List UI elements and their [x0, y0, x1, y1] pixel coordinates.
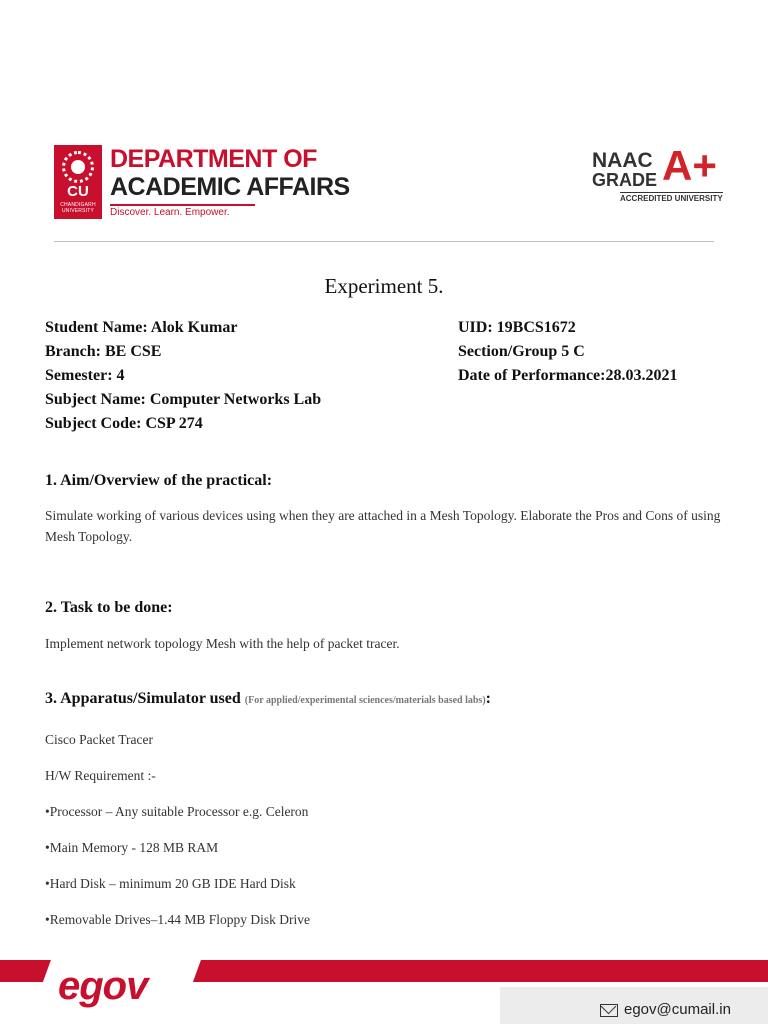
- department-logo: [54, 145, 350, 221]
- section-body-task: Implement network topology Mesh with the help of packet tracer.: [45, 636, 400, 651]
- section-group: Section/Group 5 C: [458, 343, 585, 360]
- list-item: Cisco Packet Tracer: [45, 732, 153, 747]
- department-title-line2: ACADEMIC AFFAIRS: [110, 173, 350, 201]
- mail-icon: [600, 1004, 618, 1017]
- footer-email[interactable]: egov@cumail.in: [624, 1001, 731, 1018]
- section-heading-apparatus: [45, 690, 491, 708]
- uid: UID: 19BCS1672: [458, 319, 576, 336]
- tagline: Discover. Learn. Empower.: [110, 207, 230, 218]
- naac-accreditation-logo: [592, 142, 723, 203]
- date-of-performance: Date of Performance:28.03.2021: [458, 367, 678, 384]
- tagline-divider: [110, 204, 255, 206]
- list-item: •Processor – Any suitable Processor e.g. Celeron: [45, 804, 309, 819]
- section-heading-apparatus-colon: :: [485, 690, 491, 707]
- semester: Semester: 4: [45, 367, 125, 384]
- section-heading-task: 2. Task to be done:: [45, 599, 173, 616]
- list-item: •Removable Drives–1.44 MB Floppy Disk Drive: [45, 912, 310, 927]
- accredited-caption: ACCREDITED UNIVERSITY: [620, 194, 723, 203]
- cu-emblem-icon: [54, 145, 102, 219]
- page-footer: [0, 960, 768, 1024]
- list-item: H/W Requirement :-: [45, 768, 156, 783]
- emblem-text: CU: [67, 183, 89, 200]
- grade-value: A+: [662, 142, 717, 189]
- section-heading-apparatus-note: (For applied/experimental sciences/materials based labs): [244, 695, 486, 706]
- branch: Branch: BE CSE: [45, 343, 162, 360]
- naac-label: NAAC: [592, 149, 653, 172]
- list-item: •Hard Disk – minimum 20 GB IDE Hard Disk: [45, 876, 296, 891]
- subject-name: Subject Name: Computer Networks Lab: [45, 391, 322, 408]
- page-title: Experiment 5.: [324, 274, 444, 298]
- emblem-subtext: CHANDIGARH UNIVERSITY: [60, 202, 96, 214]
- section-body-aim: Simulate working of various devices using when they are attached in a Mesh Topology. Elaborate the Pros and Cons of using Mesh Topology.: [45, 508, 721, 544]
- section-heading-aim: 1. Aim/Overview of the practical:: [45, 472, 273, 489]
- list-item: •Main Memory - 128 MB RAM: [45, 840, 219, 855]
- student-name: Student Name: Alok Kumar: [45, 319, 238, 336]
- grade-label: GRADE: [592, 170, 658, 190]
- header-divider: [54, 241, 714, 242]
- egov-logo: egov: [58, 964, 148, 1008]
- subject-code: Subject Code: CSP 274: [45, 415, 203, 432]
- department-title-line1: DEPARTMENT OF: [110, 145, 317, 173]
- section-heading-apparatus-text: 3. Apparatus/Simulator used: [45, 690, 241, 707]
